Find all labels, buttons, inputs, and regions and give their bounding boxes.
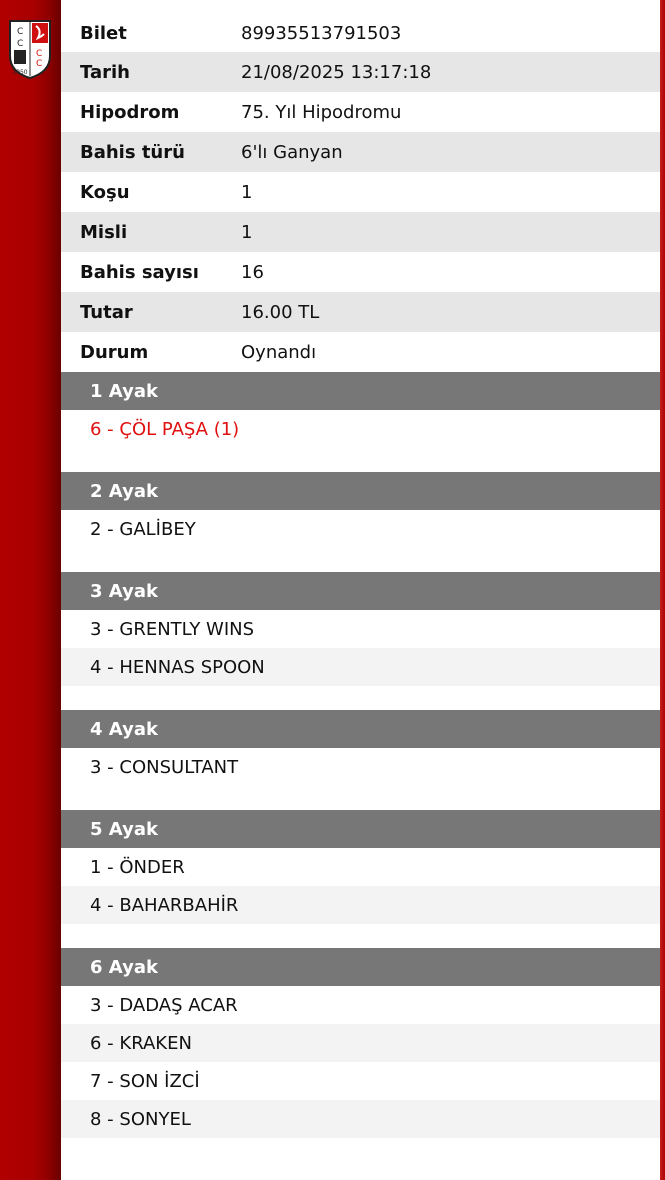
- leg-section-4: [61, 710, 660, 810]
- info-row-bet-type: [61, 132, 660, 172]
- info-label: Durum: [80, 341, 149, 363]
- horse-selection: 3 - CONSULTANT: [90, 756, 239, 778]
- info-value: 1: [241, 181, 253, 203]
- leg-header: 4 Ayak: [61, 710, 660, 748]
- info-label: Misli: [80, 221, 128, 243]
- leg-section-2: [61, 472, 660, 572]
- svg-text:1950: 1950: [12, 69, 28, 76]
- horse-selection: 4 - BAHARBAHİR: [61, 886, 660, 924]
- info-label: Bahis türü: [80, 141, 185, 163]
- horse-selection: 8 - SONYEL: [61, 1100, 660, 1138]
- info-row-status: [61, 332, 660, 372]
- leg-section-1: [61, 372, 660, 472]
- leg-section-6: [61, 948, 660, 1138]
- info-label: Tarih: [80, 61, 130, 83]
- info-row-bet-count: [61, 252, 660, 292]
- leg-section-3: [61, 572, 660, 710]
- svg-text:C: C: [36, 49, 43, 59]
- info-value: 89935513791503: [241, 22, 402, 44]
- club-crest-icon: [6, 18, 54, 80]
- info-row-date: [61, 52, 660, 92]
- info-value: 16: [241, 261, 264, 283]
- leg-header: 1 Ayak: [61, 372, 660, 410]
- leg-header: 6 Ayak: [61, 948, 660, 986]
- horse-selection: 6 - KRAKEN: [61, 1024, 660, 1062]
- info-value: 6'lı Ganyan: [241, 141, 343, 163]
- horse-selection: 2 - GALİBEY: [90, 518, 196, 540]
- horse-selection: 7 - SON İZCİ: [90, 1070, 200, 1092]
- ticket-info-table: [61, 0, 660, 372]
- svg-text:C: C: [17, 39, 24, 49]
- horse-selection: 3 - GRENTLY WINS: [90, 618, 255, 640]
- info-label: Bahis sayısı: [80, 261, 199, 283]
- info-value: 21/08/2025 13:17:18: [241, 61, 432, 83]
- info-row-ticket: [61, 0, 660, 52]
- leg-header: 3 Ayak: [61, 572, 660, 610]
- leg-header: 2 Ayak: [61, 472, 660, 510]
- leg-header: 5 Ayak: [61, 810, 660, 848]
- info-label: Koşu: [80, 181, 130, 203]
- info-value: 16.00 TL: [241, 301, 320, 323]
- info-value: 1: [241, 221, 253, 243]
- info-row-amount: [61, 292, 660, 332]
- info-row-multiplier: [61, 212, 660, 252]
- info-label: Bilet: [80, 22, 127, 44]
- info-label: Hipodrom: [80, 101, 180, 123]
- info-value: 75. Yıl Hipodromu: [241, 101, 402, 123]
- leg-section-5: [61, 810, 660, 948]
- horse-selection: 4 - HENNAS SPOON: [61, 648, 660, 686]
- horse-selection: 3 - DADAŞ ACAR: [90, 994, 238, 1016]
- status-value: Oynandı: [241, 341, 317, 363]
- horse-selection: 6 - ÇÖL PAŞA (1): [90, 418, 240, 440]
- left-brand-bar: [0, 0, 61, 1180]
- horse-selection: 1 - ÖNDER: [90, 856, 185, 878]
- right-edge-bar: [660, 0, 665, 1180]
- svg-text:C: C: [36, 59, 43, 69]
- ticket-detail: [61, 0, 660, 1138]
- info-row-race: [61, 172, 660, 212]
- svg-text:C: C: [17, 27, 24, 37]
- info-row-hippodrome: [61, 92, 660, 132]
- info-label: Tutar: [80, 301, 133, 323]
